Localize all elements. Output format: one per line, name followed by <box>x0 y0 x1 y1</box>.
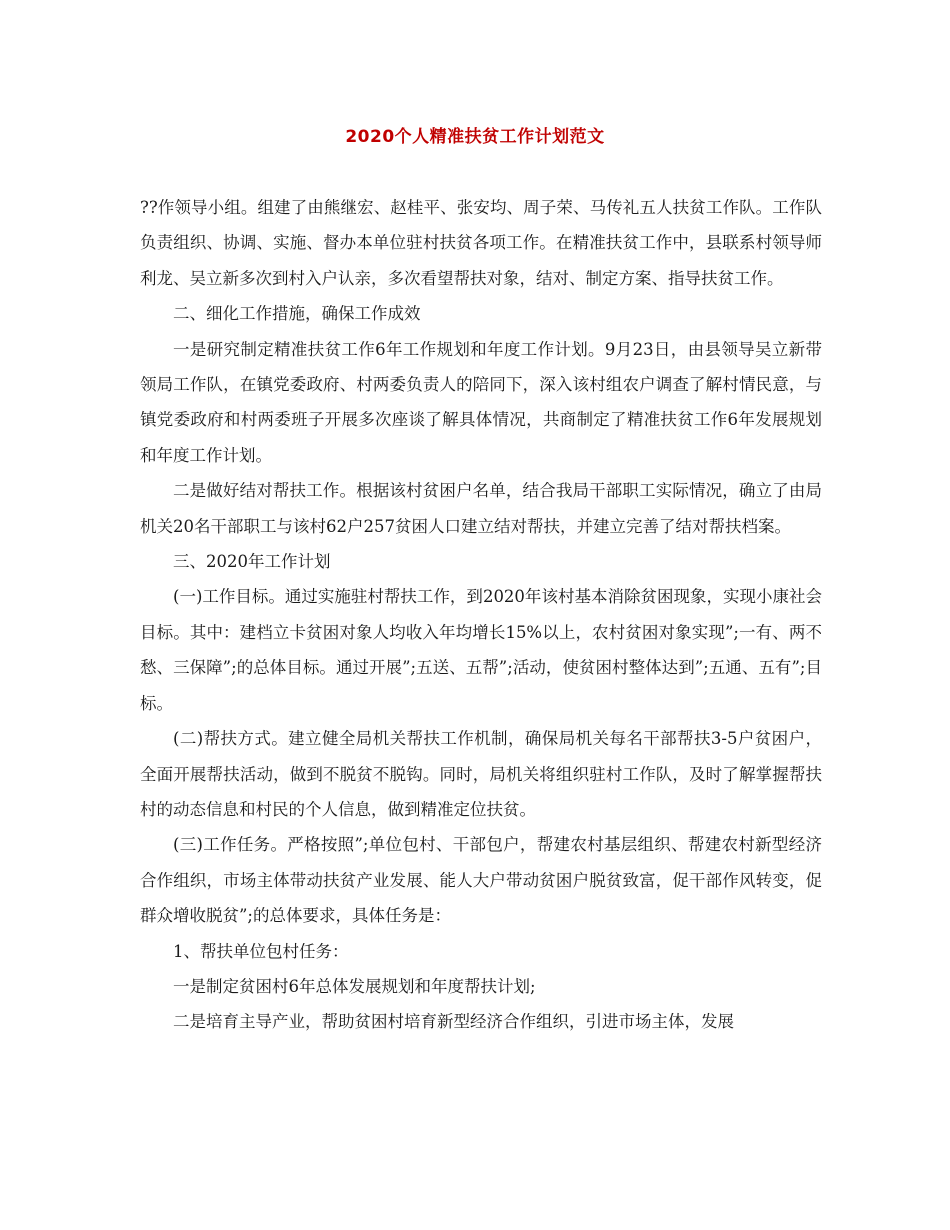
paragraph: 一是研究制定精准扶贫工作6年工作规划和年度工作计划。9月23日，由县领导吴立新带领局工作队，在镇党委政府、村两委负责人的陪同下，深入该村组农户调查了解村情民意，与镇党委政府和村两委班子开展多次座谈了解具体情况，共商制定了精准扶贫工作6年发展规划和年度工作计划。 <box>140 339 822 465</box>
paragraph: 一是制定贫困村6年总体发展规划和年度帮扶计划; <box>173 976 536 996</box>
paragraph: 三、2020年工作计划 <box>173 552 331 572</box>
paragraph: 二、细化工作措施，确保工作成效 <box>173 304 421 324</box>
document-body <box>140 190 822 1040</box>
document-title: 2020个人精准扶贫工作计划范文 <box>345 127 605 147</box>
paragraph: ??作领导小组。组建了由熊继宏、赵桂平、张安均、周子荣、马传礼五人扶贫工作队。工作队负责组织、协调、实施、督办本单位驻村扶贫各项工作。在精准扶贫工作中，县联系村领导师利龙、吴立新多次到村入户认亲，多次看望帮扶对象，结对、制定方案、指导扶贫工作。 <box>140 198 822 288</box>
paragraph: 二是做好结对帮扶工作。根据该村贫困户名单，结合我局干部职工实际情况，确立了由局机关20名干部职工与该村62户257贫困人口建立结对帮扶，并建立完善了结对帮扶档案。 <box>140 481 822 536</box>
paragraph: (二)帮扶方式。建立健全局机关帮扶工作机制，确保局机关每名干部帮扶3-5户贫困户，全面开展帮扶活动，做到不脱贫不脱钩。同时，局机关将组织驻村工作队，及时了解掌握帮扶村的动态信息和村民的个人信息，做到精准定位扶贫。 <box>140 729 822 819</box>
paragraph: 二是培育主导产业，帮助贫困村培育新型经济合作组织，引进市场主体，发展 <box>173 1012 734 1032</box>
paragraph: 1、帮扶单位包村任务： <box>173 941 349 961</box>
paragraph: (三)工作任务。严格按照”;单位包村、干部包户，帮建农村基层组织、帮建农村新型经济合作组织，市场主体带动扶贫产业发展、能人大户带动贫困户脱贫致富，促干部作风转变，促群众增收脱贫”;的总体要求，具体任务是： <box>140 835 822 926</box>
paragraph: (一)工作目标。通过实施驻村帮扶工作，到2020年该村基本消除贫困现象，实现小康社会目标。其中：建档立卡贫困对象人均收入年均增长15%以上，农村贫困对象实现”;一有、两不愁、三保障”;的总体目标。通过开展”;五送、五帮”;活动，使贫困村整体达到”;五通、五有”;目标。 <box>140 587 822 713</box>
